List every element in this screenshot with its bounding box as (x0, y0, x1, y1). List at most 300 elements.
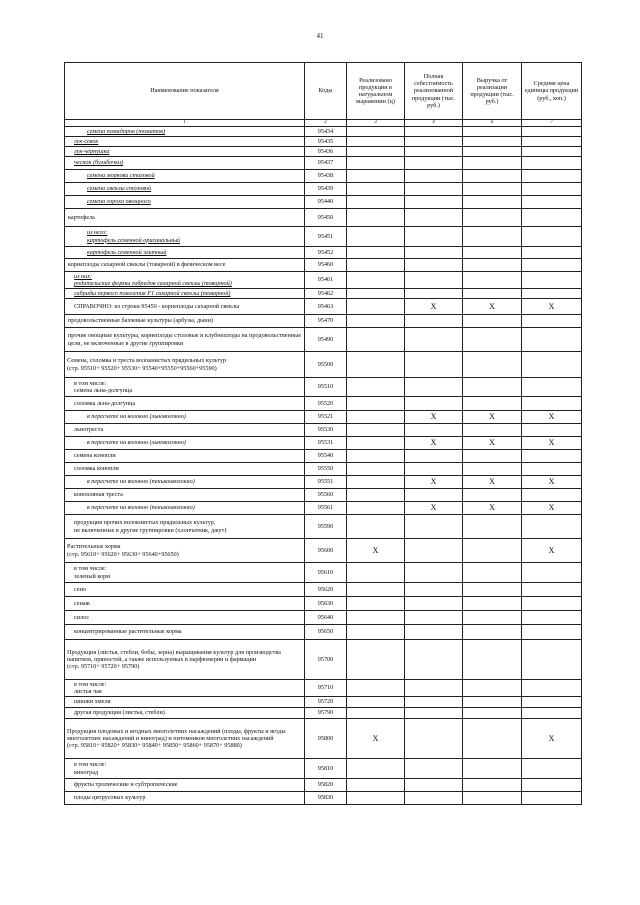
value-cell-c3 (347, 209, 405, 227)
value-cell-c4 (405, 450, 463, 463)
value-cell-c6 (463, 247, 522, 259)
indicator-name: семена моркови столовой (65, 170, 305, 183)
value-cell-c7 (522, 315, 582, 328)
indicator-name: семена конопли (65, 450, 305, 463)
indicator-name: семена свеклы столовой (65, 183, 305, 196)
table-row (65, 759, 582, 779)
value-cell-c4 (405, 183, 463, 196)
indicator-name: из них: родительские формы гибридов сахарной свеклы (товарной) (65, 272, 305, 289)
row-code: 95540 (305, 450, 347, 463)
value-cell-c4 (405, 792, 463, 805)
row-code: 95436 (305, 147, 347, 157)
value-cell-c7 (522, 583, 582, 597)
value-cell-c3 (347, 424, 405, 437)
value-cell-c7 (522, 597, 582, 611)
value-cell-c3 (347, 137, 405, 147)
table-row (65, 779, 582, 792)
table-row (65, 476, 582, 489)
value-cell-c4 (405, 463, 463, 476)
value-cell-c4 (405, 378, 463, 397)
row-code: 95640 (305, 611, 347, 625)
column-number: 1 (65, 120, 305, 127)
value-cell-c4 (405, 597, 463, 611)
value-cell-c6 (463, 625, 522, 640)
value-cell-c3 (347, 611, 405, 625)
value-cell-c4 (405, 759, 463, 779)
indicator-name: гибриды первого поколения F1 сахарной свеклы (товарной) (65, 289, 305, 299)
value-cell-c7 (522, 196, 582, 209)
page-number: 41 (316, 32, 324, 40)
row-code: 95520 (305, 397, 347, 411)
indicator-name: в том числе: листья чая (65, 680, 305, 697)
table-row (65, 209, 582, 227)
value-cell-c3 (347, 147, 405, 157)
value-cell-c6 (463, 424, 522, 437)
value-cell-c6: X (463, 411, 522, 424)
value-cell-c6 (463, 272, 522, 289)
value-cell-c4 (405, 209, 463, 227)
table-row (65, 437, 582, 450)
value-cell-c6 (463, 352, 522, 378)
indicator-name: СПРАВОЧНО: из строки 95450 - корнеплоды сахарной свеклы (65, 299, 305, 315)
value-cell-c6 (463, 147, 522, 157)
value-cell-c3 (347, 680, 405, 697)
row-code: 95550 (305, 463, 347, 476)
table-row (65, 157, 582, 170)
table-row (65, 625, 582, 640)
value-cell-c3 (347, 640, 405, 680)
table-row (65, 147, 582, 157)
value-cell-c7 (522, 170, 582, 183)
row-code: 95461 (305, 272, 347, 289)
table-row (65, 196, 582, 209)
table-row (65, 502, 582, 515)
value-cell-c4: X (405, 476, 463, 489)
value-cell-c7 (522, 779, 582, 792)
value-cell-c4 (405, 196, 463, 209)
value-cell-c6 (463, 792, 522, 805)
header-name: Наименование показателя (65, 63, 305, 120)
row-code: 95530 (305, 424, 347, 437)
value-cell-c3 (347, 299, 405, 315)
value-cell-c6 (463, 157, 522, 170)
column-number: 7 (522, 120, 582, 127)
row-code: 95452 (305, 247, 347, 259)
value-cell-c6 (463, 539, 522, 563)
row-code: 95510 (305, 378, 347, 397)
row-code: 95470 (305, 315, 347, 328)
value-cell-c3 (347, 272, 405, 289)
value-cell-c4 (405, 539, 463, 563)
value-cell-c3 (347, 450, 405, 463)
table-row (65, 259, 582, 272)
indicator-name: картофель семенной элитный (65, 247, 305, 259)
value-cell-c6 (463, 597, 522, 611)
indicator-name: в пересчете на волокно (пенькоиволокно) (65, 476, 305, 489)
value-cell-c4 (405, 583, 463, 597)
table-row (65, 539, 582, 563)
row-code: 95434 (305, 127, 347, 137)
value-cell-c6 (463, 183, 522, 196)
value-cell-c7 (522, 697, 582, 708)
indicator-name: плоды цитрусовых культур (65, 792, 305, 805)
column-number: 2 (305, 120, 347, 127)
value-cell-c4 (405, 611, 463, 625)
row-code: 95500 (305, 352, 347, 378)
value-cell-c4 (405, 397, 463, 411)
row-code: 95700 (305, 640, 347, 680)
row-code: 95521 (305, 411, 347, 424)
value-cell-c6 (463, 640, 522, 680)
column-number: 3 (347, 120, 405, 127)
value-cell-c6: X (463, 437, 522, 450)
indicator-name: сено (65, 583, 305, 597)
value-cell-c4 (405, 157, 463, 170)
row-code: 95610 (305, 563, 347, 583)
row-code: 95437 (305, 157, 347, 170)
indicator-name: в пересчете на волокно (льноволокно) (65, 411, 305, 424)
row-code: 95810 (305, 759, 347, 779)
indicator-name: семена гороха овощного (65, 196, 305, 209)
row-code: 95463 (305, 299, 347, 315)
value-cell-c6 (463, 196, 522, 209)
value-cell-c3 (347, 779, 405, 792)
value-cell-c7 (522, 272, 582, 289)
value-cell-c7 (522, 759, 582, 779)
value-cell-c7 (522, 259, 582, 272)
table-row (65, 315, 582, 328)
value-cell-c6 (463, 463, 522, 476)
value-cell-c7 (522, 489, 582, 502)
value-cell-c6 (463, 680, 522, 697)
value-cell-c3 (347, 476, 405, 489)
value-cell-c7 (522, 137, 582, 147)
value-cell-c7 (522, 515, 582, 539)
row-code: 95630 (305, 597, 347, 611)
value-cell-c4 (405, 127, 463, 137)
row-code: 95590 (305, 515, 347, 539)
value-cell-c3: X (347, 719, 405, 759)
value-cell-c4 (405, 625, 463, 640)
row-code: 95438 (305, 170, 347, 183)
value-cell-c4 (405, 719, 463, 759)
value-cell-c4 (405, 563, 463, 583)
value-cell-c3 (347, 597, 405, 611)
value-cell-c3 (347, 463, 405, 476)
table-row (65, 450, 582, 463)
indicator-name: соломка льна-долгунца (65, 397, 305, 411)
value-cell-c6 (463, 209, 522, 227)
value-cell-c6 (463, 289, 522, 299)
value-cell-c3 (347, 247, 405, 259)
indicator-name: Продукция плодовых и ягодных многолетних насаждений (плоды, фрукты и ягоды многолетних насаждений и виноград) и питомников многолетних насаждений (стр. 95810+ 95820+ 95830+ 95840+ 95850+ 95860+ 95870+ 95880) (65, 719, 305, 759)
value-cell-c7 (522, 183, 582, 196)
indicator-name: лук-севок (65, 137, 305, 147)
indicator-name: в том числе: семена льна-долгунца (65, 378, 305, 397)
value-cell-c4 (405, 247, 463, 259)
value-cell-c3 (347, 227, 405, 247)
value-cell-c7 (522, 328, 582, 352)
value-cell-c7 (522, 625, 582, 640)
value-cell-c4: X (405, 411, 463, 424)
table-row (65, 515, 582, 539)
indicator-name: фрукты тропические и субтропические (65, 779, 305, 792)
value-cell-c4 (405, 352, 463, 378)
value-cell-c7: X (522, 411, 582, 424)
table-row (65, 299, 582, 315)
value-cell-c6 (463, 328, 522, 352)
table-row (65, 411, 582, 424)
indicator-name: корнеплоды сахарной свеклы (товарной) в физическом весе (65, 259, 305, 272)
value-cell-c4 (405, 779, 463, 792)
table-row (65, 352, 582, 378)
table-row (65, 708, 582, 719)
table-row (65, 397, 582, 411)
header-quantity: Реализовано продукции в натуральном выражении (ц) (347, 63, 405, 120)
value-cell-c4 (405, 328, 463, 352)
column-number-row (65, 120, 582, 127)
value-cell-c3 (347, 378, 405, 397)
value-cell-c3 (347, 515, 405, 539)
header-row (65, 63, 582, 120)
row-code: 95620 (305, 583, 347, 597)
value-cell-c7: X (522, 719, 582, 759)
table-row (65, 597, 582, 611)
value-cell-c3 (347, 792, 405, 805)
value-cell-c4 (405, 289, 463, 299)
value-cell-c3 (347, 397, 405, 411)
indicator-name: в пересчете на волокно (пенькоиволокно) (65, 502, 305, 515)
row-code: 95551 (305, 476, 347, 489)
indicator-name: чеснок (бульбочки) (65, 157, 305, 170)
value-cell-c3 (347, 697, 405, 708)
value-cell-c7 (522, 563, 582, 583)
value-cell-c6 (463, 515, 522, 539)
indicator-name: сенаж (65, 597, 305, 611)
value-cell-c7 (522, 708, 582, 719)
value-cell-c3 (347, 411, 405, 424)
value-cell-c6: X (463, 299, 522, 315)
value-cell-c6 (463, 397, 522, 411)
value-cell-c4 (405, 489, 463, 502)
row-code: 95451 (305, 227, 347, 247)
indicator-name: продукция прочих волокнистых прядильных культур, не включенные в другие группировки (хлопчатник, джут) (65, 515, 305, 539)
table-row (65, 378, 582, 397)
row-code: 95490 (305, 328, 347, 352)
value-cell-c7 (522, 378, 582, 397)
indicator-name: картофель (65, 209, 305, 227)
table-row (65, 272, 582, 289)
row-code: 95439 (305, 183, 347, 196)
table-row (65, 719, 582, 759)
value-cell-c4 (405, 640, 463, 680)
value-cell-c6 (463, 227, 522, 247)
value-cell-c6 (463, 583, 522, 597)
indicator-name: льнотреста (65, 424, 305, 437)
value-cell-c3 (347, 328, 405, 352)
value-cell-c4 (405, 259, 463, 272)
value-cell-c3 (347, 157, 405, 170)
value-cell-c7 (522, 127, 582, 137)
row-code: 95460 (305, 259, 347, 272)
header-cost: Полная себестоимость реализованной продукции (тыс. руб.) (405, 63, 463, 120)
row-code: 95800 (305, 719, 347, 759)
row-code: 95450 (305, 209, 347, 227)
value-cell-c7 (522, 397, 582, 411)
row-code: 95820 (305, 779, 347, 792)
indicator-name: конопляная треста (65, 489, 305, 502)
row-code: 95440 (305, 196, 347, 209)
value-cell-c6 (463, 450, 522, 463)
value-cell-c6 (463, 259, 522, 272)
row-code: 95561 (305, 502, 347, 515)
table-row (65, 640, 582, 680)
value-cell-c7 (522, 424, 582, 437)
value-cell-c4 (405, 708, 463, 719)
row-code: 95435 (305, 137, 347, 147)
header-avg-price: Средняя цена единицы продукции (руб., коп.) (522, 63, 582, 120)
indicator-name: продовольственные бахчевые культуры (арбузы, дыни) (65, 315, 305, 328)
row-code: 95790 (305, 708, 347, 719)
indicator-name: семена помидоров (томатов) (65, 127, 305, 137)
value-cell-c6 (463, 611, 522, 625)
value-cell-c7: X (522, 502, 582, 515)
value-cell-c7: X (522, 476, 582, 489)
table-row (65, 611, 582, 625)
column-number: 6 (463, 120, 522, 127)
value-cell-c3 (347, 583, 405, 597)
value-cell-c7 (522, 227, 582, 247)
value-cell-c6 (463, 759, 522, 779)
value-cell-c3 (347, 127, 405, 137)
column-number: 4 (405, 120, 463, 127)
value-cell-c6: X (463, 502, 522, 515)
indicator-name: прочие овощные культуры, корнеплоды столовые и клубнеплоды на продовольственные цели, не включенные в другие группировки (65, 328, 305, 352)
report-table (64, 62, 582, 805)
value-cell-c3 (347, 196, 405, 209)
header-revenue: Выручка от реализации продукции (тыс. руб.) (463, 63, 522, 120)
row-code: 95710 (305, 680, 347, 697)
table-row (65, 680, 582, 697)
value-cell-c4 (405, 272, 463, 289)
table-row (65, 792, 582, 805)
value-cell-c4 (405, 227, 463, 247)
value-cell-c7 (522, 247, 582, 259)
value-cell-c7 (522, 680, 582, 697)
indicator-name: соломка конопли (65, 463, 305, 476)
value-cell-c7: X (522, 539, 582, 563)
value-cell-c6 (463, 719, 522, 759)
value-cell-c7 (522, 147, 582, 157)
value-cell-c3 (347, 563, 405, 583)
indicator-name: шишки хмеля (65, 697, 305, 708)
table-row (65, 563, 582, 583)
value-cell-c7 (522, 792, 582, 805)
value-cell-c3 (347, 437, 405, 450)
value-cell-c3 (347, 170, 405, 183)
indicator-name: Растительные корма (стр. 95610+ 95620+ 95630+ 95640+95650) (65, 539, 305, 563)
value-cell-c3 (347, 352, 405, 378)
value-cell-c4 (405, 170, 463, 183)
indicator-name: лук-чернушка (65, 147, 305, 157)
indicator-name: в том числе: зеленый корм (65, 563, 305, 583)
table-row (65, 183, 582, 196)
indicator-name: другая продукция (листья, стебли) (65, 708, 305, 719)
table-row (65, 697, 582, 708)
table-row (65, 583, 582, 597)
value-cell-c3 (347, 289, 405, 299)
value-cell-c3 (347, 625, 405, 640)
value-cell-c6 (463, 563, 522, 583)
indicator-name: Продукция (листья, стебли, бобы, зерна) выращивания культур для производства напитков, пряностей, а также используемых в парфюмерии и фармации (стр. 95710+ 95720+ 95790) (65, 640, 305, 680)
value-cell-c7 (522, 640, 582, 680)
row-code: 95462 (305, 289, 347, 299)
value-cell-c6 (463, 378, 522, 397)
value-cell-c6 (463, 315, 522, 328)
indicator-name: из него: картофель семенной оригинальный (65, 227, 305, 247)
value-cell-c7: X (522, 437, 582, 450)
value-cell-c7 (522, 352, 582, 378)
value-cell-c4 (405, 680, 463, 697)
table-row (65, 170, 582, 183)
table-row (65, 137, 582, 147)
value-cell-c7 (522, 289, 582, 299)
value-cell-c6 (463, 489, 522, 502)
row-code: 95830 (305, 792, 347, 805)
value-cell-c4: X (405, 437, 463, 450)
value-cell-c4: X (405, 299, 463, 315)
row-code: 95560 (305, 489, 347, 502)
value-cell-c3 (347, 183, 405, 196)
value-cell-c7 (522, 209, 582, 227)
value-cell-c6 (463, 708, 522, 719)
indicator-name: в пересчете на волокно (льноволокно) (65, 437, 305, 450)
table-row (65, 227, 582, 247)
header-code: Коды (305, 63, 347, 120)
table-row (65, 247, 582, 259)
value-cell-c6 (463, 697, 522, 708)
value-cell-c3 (347, 259, 405, 272)
value-cell-c3: X (347, 539, 405, 563)
row-code: 95600 (305, 539, 347, 563)
value-cell-c4 (405, 515, 463, 539)
value-cell-c4 (405, 315, 463, 328)
value-cell-c7 (522, 611, 582, 625)
value-cell-c6 (463, 137, 522, 147)
indicator-name: концентрированные растительные корма (65, 625, 305, 640)
value-cell-c6 (463, 779, 522, 792)
value-cell-c3 (347, 708, 405, 719)
table-row (65, 328, 582, 352)
value-cell-c6 (463, 127, 522, 137)
value-cell-c7 (522, 157, 582, 170)
table-row (65, 127, 582, 137)
value-cell-c3 (347, 502, 405, 515)
value-cell-c3 (347, 489, 405, 502)
table-row (65, 424, 582, 437)
value-cell-c4 (405, 137, 463, 147)
row-code: 95720 (305, 697, 347, 708)
value-cell-c3 (347, 315, 405, 328)
value-cell-c4 (405, 147, 463, 157)
row-code: 95531 (305, 437, 347, 450)
value-cell-c4 (405, 697, 463, 708)
value-cell-c4: X (405, 502, 463, 515)
indicator-name: силос (65, 611, 305, 625)
value-cell-c6 (463, 170, 522, 183)
row-code: 95650 (305, 625, 347, 640)
value-cell-c7: X (522, 299, 582, 315)
